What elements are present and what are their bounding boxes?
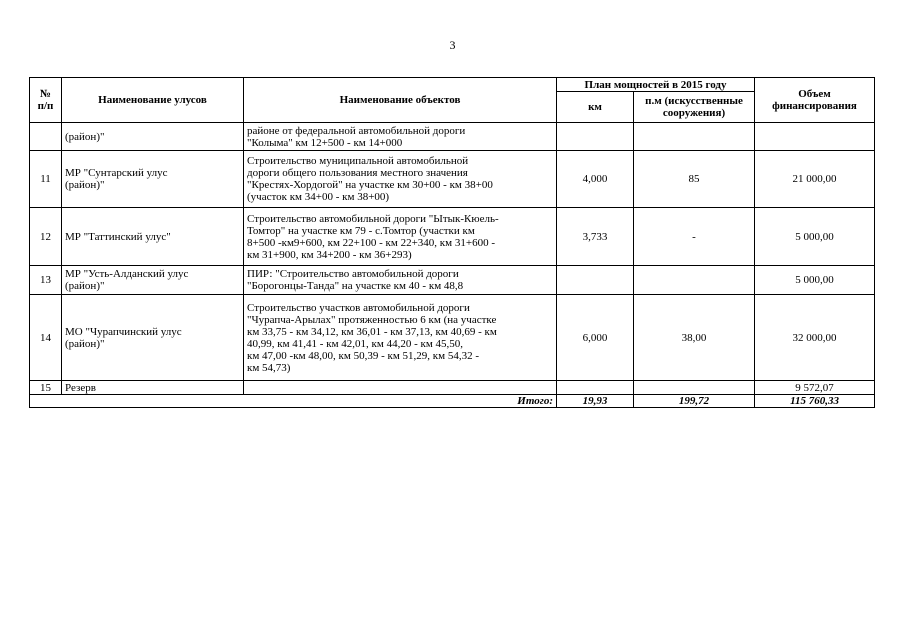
km-value: 6,000: [557, 295, 634, 381]
table-row: [30, 266, 875, 295]
row-number: [30, 123, 62, 151]
header-num: № п/п: [30, 78, 62, 123]
ulus-name: Резерв: [62, 381, 244, 395]
ulus-name: (район)": [62, 123, 244, 151]
table-row: [30, 151, 875, 208]
ulus-name: МО "Чурапчинский улус (район)": [62, 295, 244, 381]
total-pm: 199,72: [634, 395, 755, 408]
pm-value: -: [634, 208, 755, 266]
km-value: [557, 123, 634, 151]
pm-value: 85: [634, 151, 755, 208]
object-name: Строительство участков автомобильной дороги "Чурапча-Арылах" протяженностью 6 км (на участке км 33,75 - км 34,12, км 36,01 - км 37,13, км 40,69 - км 40,99, км 41,41 - км 42,01, км 44,20 - км 45,50, км 47,00 -км 48,00, км 50,39 - км 51,29, км 54,32 - км 54,73): [244, 295, 557, 381]
km-value: [557, 381, 634, 395]
object-name: Строительство автомобильной дороги "Ытык-Кюель- Томтор" на участке км 79 - с.Томтор (участки км 8+500 -км9+600, км 22+100 - км 22+340, км 31+600 - км 31+900, км 34+200 - км 36+293): [244, 208, 557, 266]
pm-value: [634, 123, 755, 151]
object-name: районе от федеральной автомобильной дороги "Колыма" км 12+500 - км 14+000: [244, 123, 557, 151]
table-row: [30, 295, 875, 381]
total-km: 19,93: [557, 395, 634, 408]
total-row: [30, 395, 875, 408]
total-label: Итого:: [30, 395, 557, 408]
ulus-name: МР "Сунтарский улус (район)": [62, 151, 244, 208]
row-number: 13: [30, 266, 62, 295]
funding-value: 5 000,00: [755, 208, 875, 266]
row-number: 11: [30, 151, 62, 208]
funding-value: 21 000,00: [755, 151, 875, 208]
funding-table: [29, 77, 875, 408]
table-row: [30, 208, 875, 266]
row-number: 14: [30, 295, 62, 381]
km-value: [557, 266, 634, 295]
header-objects: Наименование объектов: [244, 78, 557, 123]
object-name: Строительство муниципальной автомобильной дороги общего пользования местного значения "Крестях-Хордогой" на участке км 30+00 - км 38+00 (участок км 34+00 - км 38+00): [244, 151, 557, 208]
row-number: 15: [30, 381, 62, 395]
header-km: км: [557, 92, 634, 123]
header-ulus: Наименование улусов: [62, 78, 244, 123]
pm-value: [634, 381, 755, 395]
row-number: 12: [30, 208, 62, 266]
object-name: [244, 381, 557, 395]
km-value: 4,000: [557, 151, 634, 208]
object-name: ПИР: "Строительство автомобильной дороги "Борогонцы-Танда" на участке км 40 - км 48,8: [244, 266, 557, 295]
funding-value: 5 000,00: [755, 266, 875, 295]
funding-value: [755, 123, 875, 151]
pm-value: 38,00: [634, 295, 755, 381]
ulus-name: МР "Таттинский улус": [62, 208, 244, 266]
funding-value: 32 000,00: [755, 295, 875, 381]
table-row: [30, 123, 875, 151]
page-number: 3: [449, 38, 456, 52]
header-pm: п.м (искусственные сооружения): [634, 92, 755, 123]
table-row: [30, 381, 875, 395]
funding-value: 9 572,07: [755, 381, 875, 395]
ulus-name: МР "Усть-Алданский улус (район)": [62, 266, 244, 295]
km-value: 3,733: [557, 208, 634, 266]
total-funding: 115 760,33: [755, 395, 875, 408]
pm-value: [634, 266, 755, 295]
header-plan: План мощностей в 2015 году: [557, 78, 755, 92]
header-funding: Объем финансирования: [755, 78, 875, 123]
